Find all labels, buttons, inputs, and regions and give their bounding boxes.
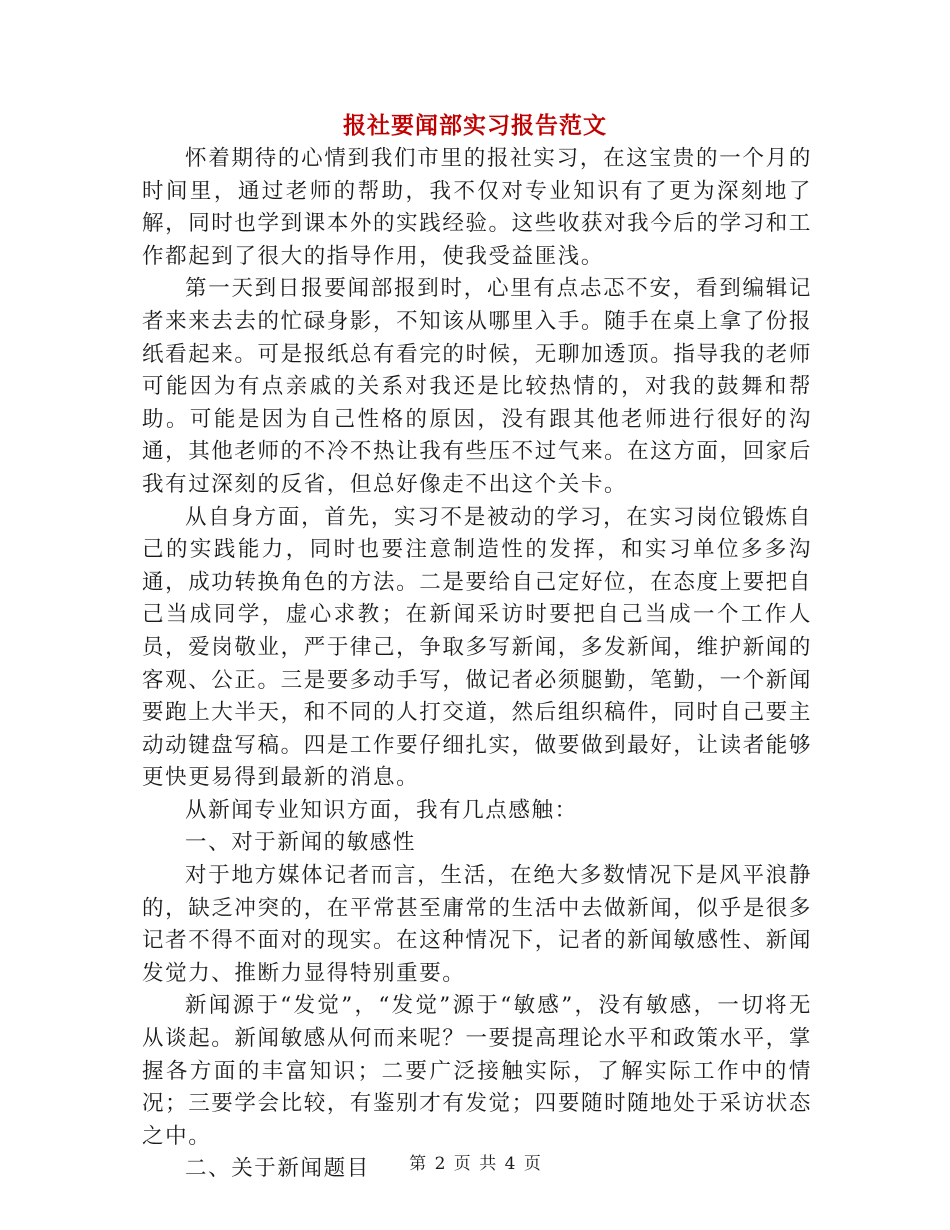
paragraph-professional-intro: 从新闻专业知识方面，我有几点感触： xyxy=(185,797,578,823)
paragraph-first-day: 第一天到日报要闻部报到时，心里有点忐忑不安，看到编辑记者来来去去的忙碌身影，不知该从哪里入手。随手在桌上拿了份报纸看起来。可是报纸总有看完的时候，无聊加透顶。指导我的老师可能因为有点亲戚的关系对我还是比较热情的，对我的鼓舞和帮助。可能是因为自己性格的原因，没有跟其他老师进行很好的沟通，其他老师的不冷不热让我有些压不过气来。在这方面，回家后我有过深刻的反省，但总好像走不出这个关卡。 xyxy=(142,276,812,497)
paragraph-intro: 怀着期待的心情到我们市里的报社实习，在这宝贵的一个月的时间里，通过老师的帮助，我不仅对专业知识有了更为深刻地了解，同时也学到课本外的实践经验。这些收获对我今后的学习和工作都起到了很大的指导作用，使我受益匪浅。 xyxy=(142,146,812,269)
page-number-footer: 第 2 页 共 4 页 xyxy=(409,1154,541,1174)
section-heading-news-sensitivity: 一、对于新闻的敏感性 xyxy=(185,830,417,856)
document-body xyxy=(142,143,812,1186)
section-heading-news-title: 二、关于新闻题目 xyxy=(185,1156,370,1182)
paragraph-self-aspects: 从自身方面，首先，实习不是被动的学习，在实习岗位锻炼自己的实践能力，同时也要注意制造性的发挥，和实习单位多多沟通，成功转换角色的方法。二是要给自己定好位，在态度上要把自己当成同学，虚心求教；在新闻采访时要把自己当成一个工作人员，爱岗敬业，严于律己，争取多写新闻，多发新闻，维护新闻的客观、公正。三是要多动手写，做记者必须腿勤，笔勤，一个新闻要跑上大半天，和不同的人打交道，然后组织稿件，同时自己要主动动键盘写稿。四是工作要仔细扎实，做要做到最好，让读者能够更快更易得到最新的消息。 xyxy=(142,504,812,791)
paragraph-local-media: 对于地方媒体记者而言，生活，在绝大多数情况下是风平浪静的，缺乏冲突的，在平常甚至庸常的生活中去做新闻，似乎是很多记者不得不面对的现实。在这种情况下，记者的新闻敏感性、新闻发觉力、推断力显得特别重要。 xyxy=(142,863,812,986)
paragraph-news-source: 新闻源于“发觉”，“发觉”源于“敏感”，没有敏感，一切将无从谈起。新闻敏感从何而来呢？一要提高理论水平和政策水平，掌握各方面的丰富知识；二要广泛接触实际，了解实际工作中的情况；三要学会比较，有鉴别才有发觉；四要随时随地处于采访状态之中。 xyxy=(142,993,812,1149)
document-title: 报社要闻部实习报告范文 xyxy=(343,112,607,139)
